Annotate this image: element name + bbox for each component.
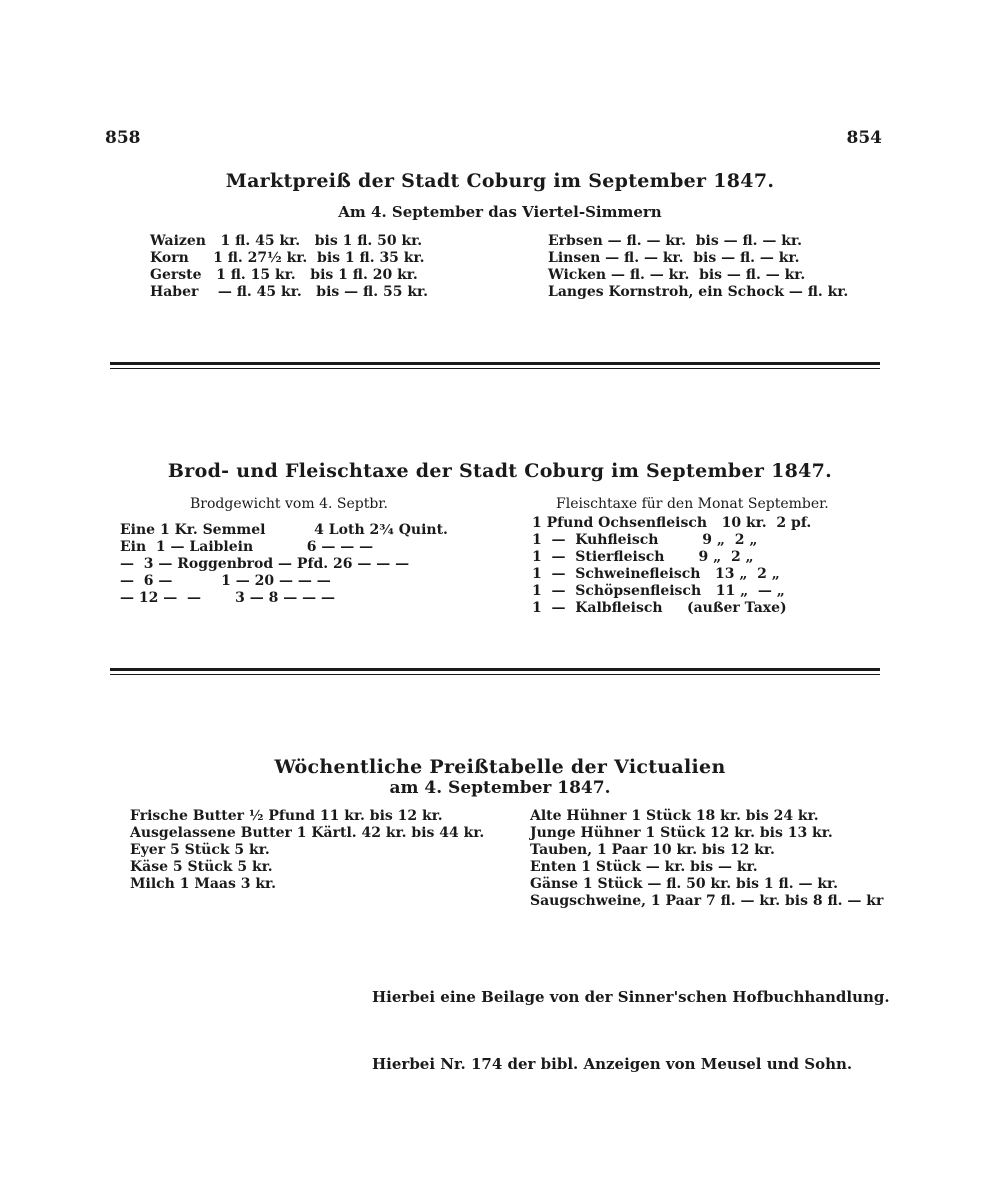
weekly-row: Milch 1 Maas 3 kr. (130, 876, 277, 892)
section-divider (110, 668, 880, 675)
meat-row: 1 — Kuhfleisch 9 „ 2 „ (532, 532, 758, 548)
footer-note-supplement: Hierbei eine Beilage von der Sinner'schen Hofbuchhandlung. (372, 988, 890, 1006)
meat-row: 1 — Kalbfleisch (außer Taxe) (532, 600, 787, 616)
weekly-right-list (530, 808, 883, 910)
weekly-title: Wöchentliche Preißtabelle der Victualien (274, 756, 726, 778)
bread-weight-heading: Brodgewicht vom 4. Septbr. (190, 496, 388, 512)
page-number-left: 858 (105, 128, 141, 148)
bread-row: — 6 — 1 — 20 — — — (120, 573, 331, 589)
market-row: Haber — fl. 45 kr. bis — fl. 55 kr. (150, 284, 428, 300)
market-left-list (150, 233, 428, 301)
page-number-right: 854 (846, 128, 882, 148)
meat-tax-heading: Fleischtaxe für den Monat September. (556, 496, 829, 512)
weekly-row: Enten 1 Stück — kr. bis — kr. (530, 859, 758, 875)
weekly-row: Junge Hühner 1 Stück 12 kr. bis 13 kr. (530, 825, 833, 841)
meat-row: 1 — Stierfleisch 9 „ 2 „ (532, 549, 754, 565)
bread-row: Ein 1 — Laiblein 6 — — — (120, 539, 374, 555)
bread-meat-title: Brod- und Fleischtaxe der Stadt Coburg im September 1847. (167, 460, 833, 482)
weekly-row: Ausgelassene Butter 1 Kärtl. 42 kr. bis 44 kr. (130, 825, 485, 841)
weekly-row: Frische Butter ½ Pfund 11 kr. bis 12 kr. (130, 808, 443, 824)
weekly-row: Tauben, 1 Paar 10 kr. bis 12 kr. (530, 842, 775, 858)
meat-row: 1 — Schweinefleisch 13 „ 2 „ (532, 566, 780, 582)
meat-row: 1 Pfund Ochsenfleisch 10 kr. 2 pf. (532, 515, 812, 531)
bread-row: — 3 — Roggenbrod — Pfd. 26 — — — (120, 556, 410, 572)
weekly-row: Alte Hühner 1 Stück 18 kr. bis 24 kr. (530, 808, 819, 824)
market-right-list (548, 233, 848, 301)
weekly-row: Eyer 5 Stück 5 kr. (130, 842, 270, 858)
weekly-left-list (130, 808, 484, 893)
weekly-row: Käse 5 Stück 5 kr. (130, 859, 273, 875)
market-row: Langes Kornstroh, ein Schock — fl. kr. (548, 284, 849, 300)
market-row: Linsen — fl. — kr. bis — fl. — kr. (548, 250, 800, 266)
market-title: Marktpreiß der Stadt Coburg im September 1847. (225, 170, 775, 192)
bread-row: — 12 — — 3 — 8 — — — (120, 590, 335, 606)
meat-list (532, 515, 811, 617)
market-row: Erbsen — fl. — kr. bis — fl. — kr. (548, 233, 802, 249)
bread-list (120, 522, 448, 607)
weekly-row: Saugschweine, 1 Paar 7 fl. — kr. bis 8 fl. — kr (530, 893, 884, 909)
meat-row: 1 — Schöpsenfleisch 11 „ — „ (532, 583, 785, 599)
weekly-row: Gänse 1 Stück — fl. 50 kr. bis 1 fl. — kr. (530, 876, 838, 892)
market-row: Korn 1 fl. 27½ kr. bis 1 fl. 35 kr. (150, 250, 425, 266)
market-row: Gerste 1 fl. 15 kr. bis 1 fl. 20 kr. (150, 267, 418, 283)
weekly-subtitle: am 4. September 1847. (389, 778, 611, 798)
section-divider (110, 362, 880, 369)
bread-row: Eine 1 Kr. Semmel 4 Loth 2¾ Quint. (120, 522, 448, 538)
footer-note-advertisement: Hierbei Nr. 174 der bibl. Anzeigen von Meusel und Sohn. (372, 1055, 853, 1073)
market-subtitle: Am 4. September das Viertel-Simmern (338, 203, 662, 221)
market-row: Wicken — fl. — kr. bis — fl. — kr. (548, 267, 806, 283)
market-row: Waizen 1 fl. 45 kr. bis 1 fl. 50 kr. (150, 233, 423, 249)
